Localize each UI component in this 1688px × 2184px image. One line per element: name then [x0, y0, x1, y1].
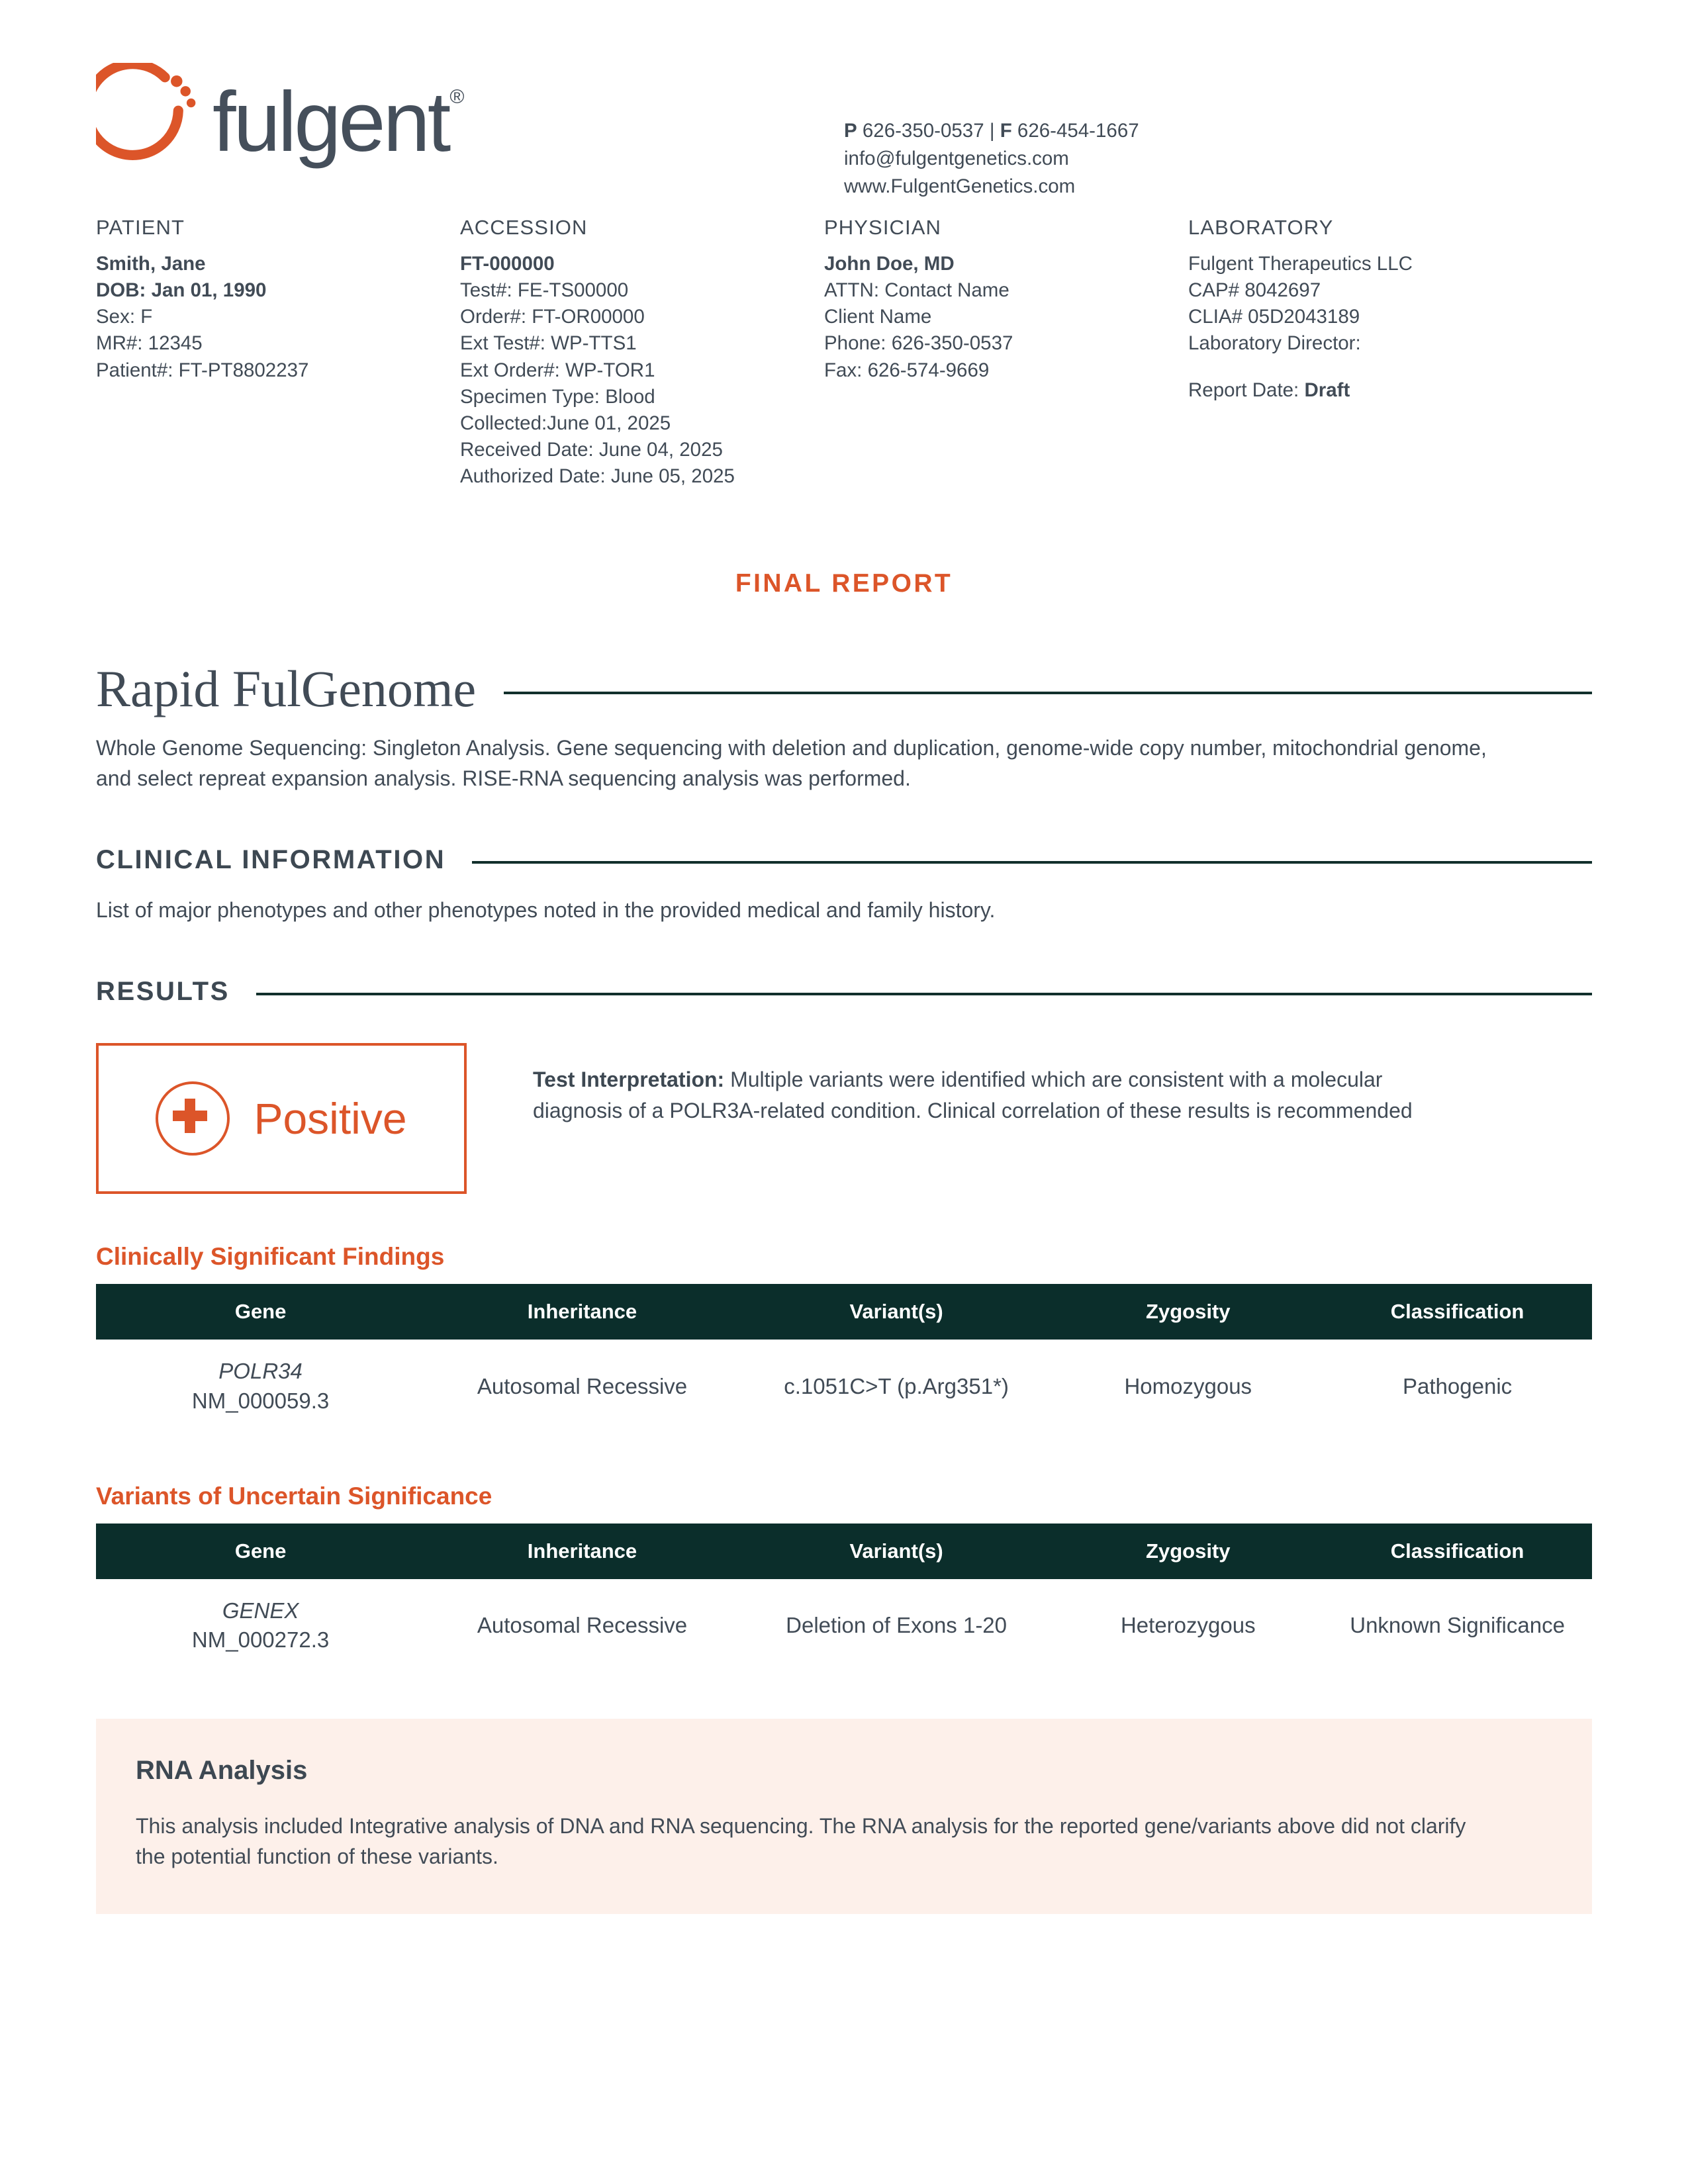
cell-gene: [96, 1579, 425, 1672]
physician-phone: Phone: 626-350-0537: [824, 332, 1013, 355]
uncertain-significance-table-body: [96, 1579, 1592, 1672]
fulgent-logo: [96, 63, 599, 174]
clinical-information-body: List of major phenotypes and other phenotypes noted in the provided medical and family history.: [96, 898, 996, 923]
column-header-inheritance: Inheritance: [425, 1524, 739, 1579]
plus-circle-icon: [156, 1081, 230, 1156]
column-header-gene: Gene: [96, 1284, 425, 1340]
report-header: [96, 0, 1592, 197]
gene-transcript: NM_000272.3: [191, 1627, 330, 1653]
fax-label: F: [1000, 120, 1012, 142]
fulgent-wordmark: [212, 75, 465, 169]
contact-website[interactable]: www.FulgentGenetics.com: [844, 175, 1076, 197]
table-header-row: [96, 1524, 1592, 1579]
accession-id: FT-000000: [460, 253, 555, 275]
physician-column: [824, 214, 1188, 490]
uncertain-significance-label: Variants of Uncertain Significance: [96, 1482, 492, 1510]
title-divider: [504, 692, 1592, 694]
test-description: Whole Genome Sequencing: Singleton Analysis. Gene sequencing with deletion and duplication, genome-wide copy number, mitochondrial genome, and select repreat expansion analysis. RISE-RNA sequencing analysis was performed.: [96, 736, 1487, 790]
cell-variant: c.1051C>T (p.Arg351*): [784, 1373, 1009, 1398]
test-title-row: [96, 660, 1592, 718]
cell-inheritance: Autosomal Recessive: [477, 1373, 688, 1398]
results-divider: [256, 993, 1592, 995]
gene-symbol: POLR34: [218, 1359, 303, 1384]
column-header-zygosity: Zygosity: [1053, 1524, 1323, 1579]
report-date: [1188, 377, 1559, 404]
phone-number: 626-350-0537: [862, 120, 984, 142]
accession-column-title: ACCESSION: [460, 216, 588, 239]
significant-findings-table: [96, 1284, 1592, 1433]
registered-trademark-icon: ®: [449, 86, 465, 109]
laboratory-director: Laboratory Director:: [1188, 332, 1361, 355]
contact-email[interactable]: info@fulgentgenetics.com: [844, 147, 1069, 169]
laboratory-company: Fulgent Therapeutics LLC: [1188, 253, 1413, 275]
uncertain-significance-table: [96, 1524, 1592, 1672]
patient-column: [96, 214, 460, 490]
rna-analysis-body: This analysis included Integrative analysis of DNA and RNA sequencing. The RNA analysis for the reported gene/variants above did not clarify the potential function of these variants.: [136, 1813, 1466, 1868]
status-badge-inner: [156, 1081, 406, 1156]
physician-attn: ATTN: Contact Name: [824, 279, 1009, 302]
accession-ext-order-number: Ext Order#: WP-TOR1: [460, 359, 655, 381]
patient-column-title: PATIENT: [96, 216, 185, 239]
accession-authorized-date: Authorized Date: June 05, 2025: [460, 465, 735, 488]
table-row: [96, 1579, 1592, 1672]
cell-variant: Deletion of Exons 1-20: [786, 1613, 1008, 1638]
cell-inheritance: Autosomal Recessive: [477, 1613, 688, 1638]
report-date-label: Report Date:: [1188, 379, 1305, 401]
column-header-inheritance: Inheritance: [425, 1284, 739, 1340]
gene-symbol: GENEX: [222, 1598, 299, 1623]
report-date-value: Draft: [1304, 379, 1350, 401]
patient-mr-number: MR#: 12345: [96, 332, 203, 355]
rna-analysis-panel: [96, 1719, 1592, 1915]
gene-transcript: NM_000059.3: [191, 1388, 330, 1413]
cell-zygosity: Heterozygous: [1120, 1613, 1256, 1638]
results-row: [96, 1043, 1592, 1194]
rna-analysis-title: RNA Analysis: [136, 1755, 308, 1785]
patient-sex: Sex: F: [96, 306, 153, 328]
column-header-gene: Gene: [96, 1524, 425, 1579]
accession-collected-date: Collected:June 01, 2025: [460, 412, 671, 434]
patient-id-number: Patient#: FT-PT8802237: [96, 359, 309, 381]
table-header-row: [96, 1284, 1592, 1340]
fulgent-circle-logo-icon: [96, 63, 207, 174]
physician-column-title: PHYSICIAN: [824, 216, 941, 239]
significant-findings-table-body: [96, 1340, 1592, 1433]
contact-block: [844, 63, 1139, 201]
laboratory-spacer: [1188, 357, 1559, 377]
contact-separator: |: [989, 120, 995, 142]
test-interpretation-text: Multiple variants were identified which are consistent with a molecular diagnosis of a POLR3A-related condition. Clinical correlation of these results is recommended: [533, 1068, 1413, 1123]
table-row: [96, 1340, 1592, 1433]
accession-test-number: Test#: FE-TS00000: [460, 279, 629, 302]
column-header-classification: Classification: [1323, 1284, 1592, 1340]
column-header-zygosity: Zygosity: [1053, 1284, 1323, 1340]
accession-column: [460, 214, 824, 490]
status-badge-label: Positive: [254, 1094, 407, 1144]
physician-name: John Doe, MD: [824, 253, 955, 275]
clinical-information-heading: [96, 845, 1592, 875]
laboratory-clia-number: CLIA# 05D2043189: [1188, 306, 1360, 328]
cell-gene: [96, 1340, 425, 1433]
test-interpretation-label: Test Interpretation:: [533, 1068, 725, 1092]
report-status-banner: FINAL REPORT: [735, 569, 953, 598]
results-heading: [96, 977, 1592, 1007]
accession-specimen-type: Specimen Type: Blood: [460, 385, 655, 408]
fulgent-wordmark-text: fulgent: [212, 75, 449, 169]
status-badge: [96, 1043, 467, 1194]
contact-phone-fax: [844, 117, 1139, 145]
patient-dob: DOB: Jan 01, 1990: [96, 279, 267, 302]
cell-zygosity: Homozygous: [1124, 1373, 1252, 1398]
clinical-information-divider: [472, 861, 1592, 864]
fax-number: 626-454-1667: [1017, 120, 1139, 142]
results-label: RESULTS: [96, 977, 230, 1007]
accession-received-date: Received Date: June 04, 2025: [460, 438, 723, 461]
physician-fax: Fax: 626-574-9669: [824, 359, 990, 381]
column-header-variants: Variant(s): [739, 1524, 1054, 1579]
phone-label: P: [844, 120, 857, 142]
laboratory-column-title: LABORATORY: [1188, 216, 1334, 239]
report-info-columns: [96, 214, 1592, 490]
page-title: Rapid FulGenome: [96, 660, 477, 718]
uncertain-significance-table-header: [96, 1524, 1592, 1579]
significant-findings-table-header: [96, 1284, 1592, 1340]
cell-classification: Unknown Significance: [1350, 1612, 1565, 1637]
cell-classification: Pathogenic: [1403, 1373, 1513, 1398]
test-interpretation: [533, 1043, 1433, 1126]
significant-findings-label: Clinically Significant Findings: [96, 1243, 445, 1271]
accession-order-number: Order#: FT-OR00000: [460, 306, 645, 328]
patient-name: Smith, Jane: [96, 253, 206, 275]
laboratory-cap-number: CAP# 8042697: [1188, 279, 1321, 302]
column-header-classification: Classification: [1323, 1524, 1592, 1579]
laboratory-column: [1188, 214, 1559, 490]
clinical-information-label: CLINICAL INFORMATION: [96, 845, 446, 875]
accession-ext-test-number: Ext Test#: WP-TTS1: [460, 332, 637, 355]
column-header-variants: Variant(s): [739, 1284, 1054, 1340]
physician-client-name: Client Name: [824, 306, 932, 328]
